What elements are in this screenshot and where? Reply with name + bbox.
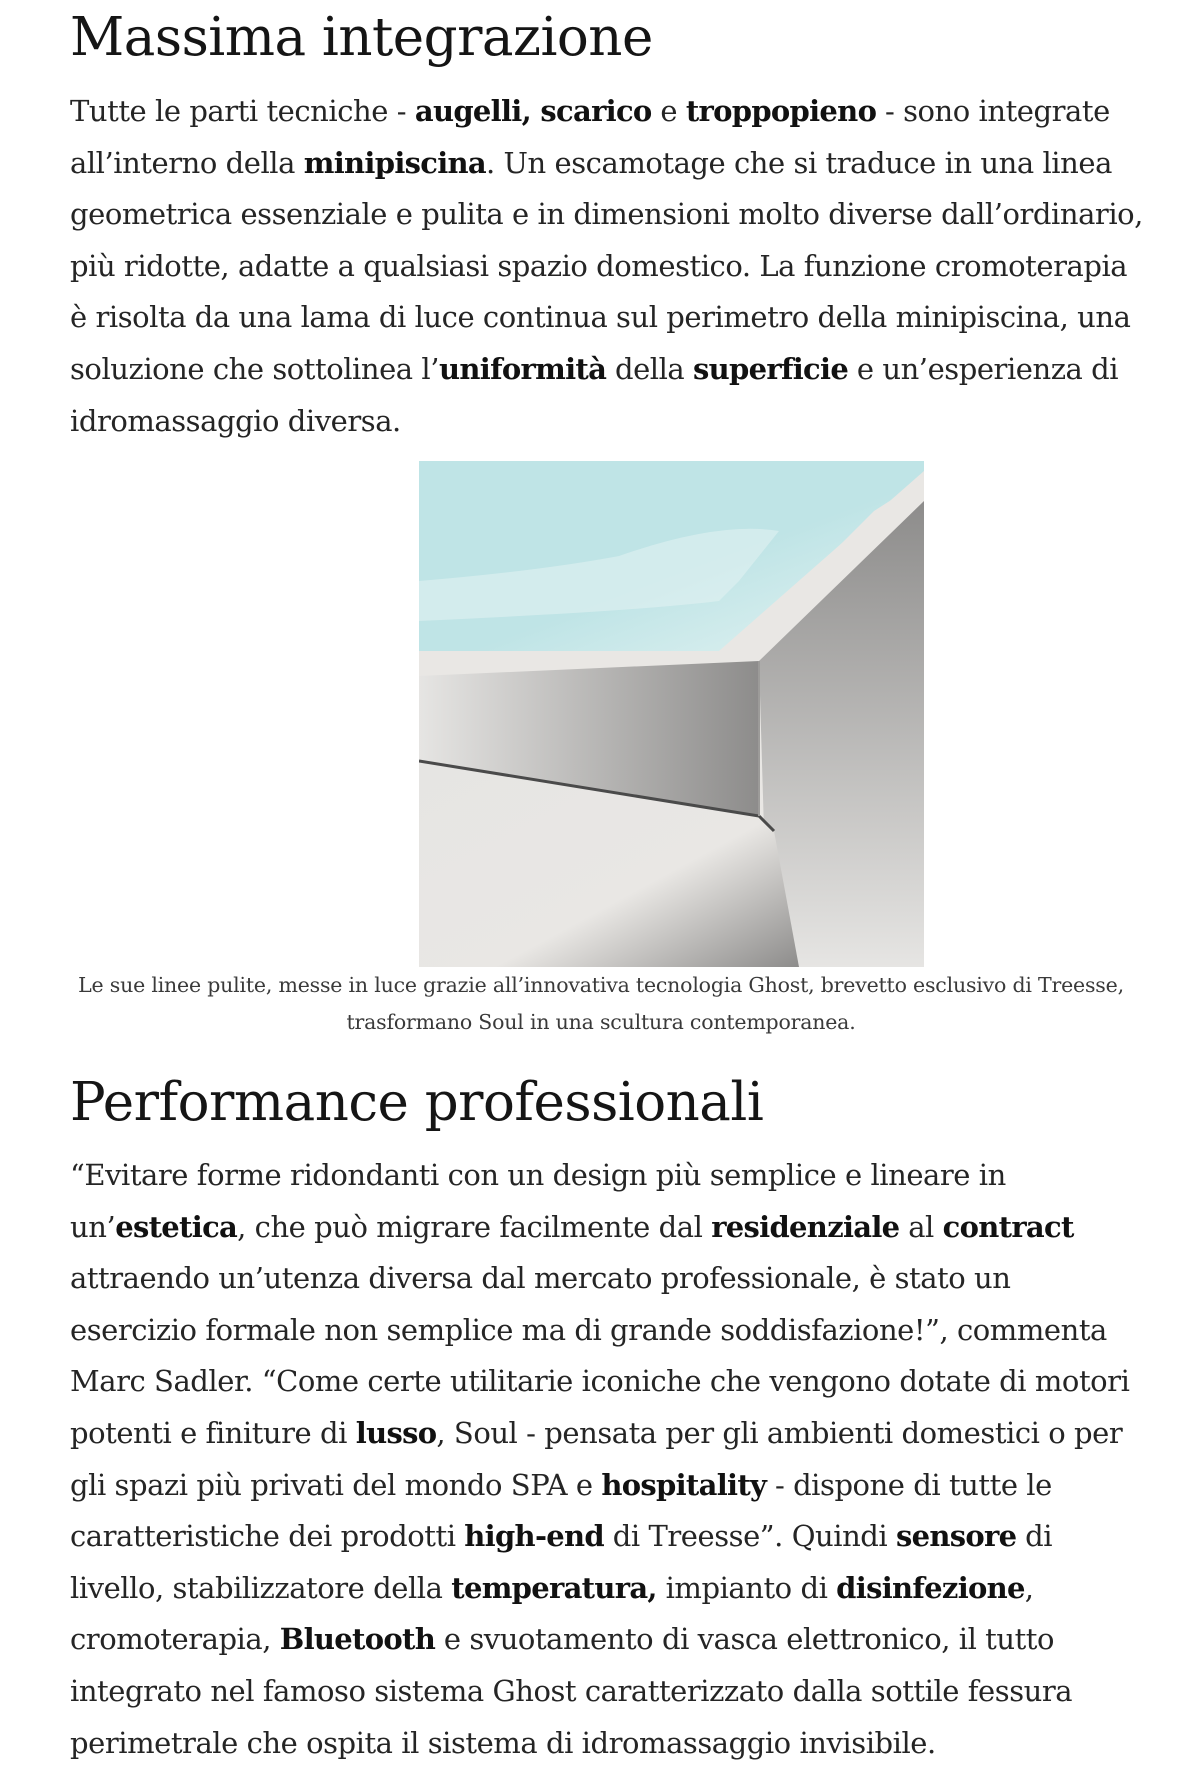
bold-term: estetica [115, 1209, 238, 1244]
text-run: Tutte le parti tecniche - [70, 94, 415, 128]
bold-term: sensore [896, 1519, 1017, 1554]
bold-term: disinfezione [836, 1570, 1025, 1605]
bold-term: residenziale [711, 1209, 900, 1244]
paragraph-integrazione [70, 86, 1145, 447]
text-run: “Evitare forme ridondanti con un design più semplice e lineare in un’ [70, 1158, 1006, 1244]
text-run: e un’esperienza di idromassaggio diversa. [70, 351, 1119, 438]
text-run: , cromoterapia, [70, 1570, 1034, 1657]
bold-term: minipiscina [303, 145, 487, 180]
text-run: - dispone di tutte le caratteristiche dei prodotti [70, 1467, 1052, 1554]
bold-term: temperatura, [451, 1570, 657, 1605]
text-run: attraendo un’utenza diversa dal mercato professionale, è stato un esercizio formale non semplice ma di grande soddisfazione!”, commenta Marc Sadler. “Come certe utilitarie iconiche che vengono dotate di motori potenti e finiture di [70, 1261, 1130, 1450]
bold-term: high-end [464, 1519, 604, 1554]
text-run: . Un escamotage che si traduce in una linea geometrica essenziale e pulita e in dimensioni molto diverse dall’ordinario, più ridotte, adatte a qualsiasi spazio domestico. La funzione cromoterapia è risolta da una lama di luce continua sul perimetro della minipiscina, una soluzione che sottolinea l’ [70, 145, 1143, 386]
bold-term: uniformità [439, 351, 607, 386]
text-run: impianto di [656, 1570, 837, 1605]
bold-term: Bluetooth [279, 1622, 436, 1657]
section-heading-integrazione: Massima integrazione [70, 7, 653, 68]
text-run: e [651, 94, 686, 128]
bold-term: augelli, scarico [414, 94, 652, 128]
text-run: , Soul - pensata per gli ambienti domestici o per gli spazi più privati del mondo SPA e [70, 1415, 1123, 1502]
text-run: della [606, 351, 694, 386]
image-caption: Le sue linee pulite, messe in luce grazie all’innovativa tecnologia Ghost, brevetto esclusivo di Treesse, trasformano Soul in una scultura contemporanea. [78, 973, 1124, 1034]
section-heading-performance: Performance professionali [70, 1072, 764, 1133]
bold-term: superficie [693, 351, 849, 386]
bathtub-photo [419, 461, 924, 967]
bold-term: lusso [355, 1415, 437, 1450]
text-run: di livello, stabilizzatore della [70, 1519, 1053, 1605]
text-run: e svuotamento di vasca elettronico, il tutto integrato nel famoso sistema Ghost caratterizzato dalla sottile fessura perimetrale che ospita il sistema di idromassaggio invisibile. [70, 1622, 1073, 1760]
bold-term: hospitality [601, 1467, 767, 1502]
text-run: al [899, 1209, 943, 1244]
text-run: - sono integrate all’interno della [70, 94, 1110, 180]
bold-term: troppopieno [685, 94, 877, 128]
text-run: di Treesse”. Quindi [604, 1519, 897, 1554]
bold-term: contract [942, 1209, 1074, 1244]
bathtub-corner-image [419, 461, 924, 967]
paragraph-performance [70, 1150, 1145, 1769]
text-run: , che può migrare facilmente dal [237, 1209, 712, 1244]
